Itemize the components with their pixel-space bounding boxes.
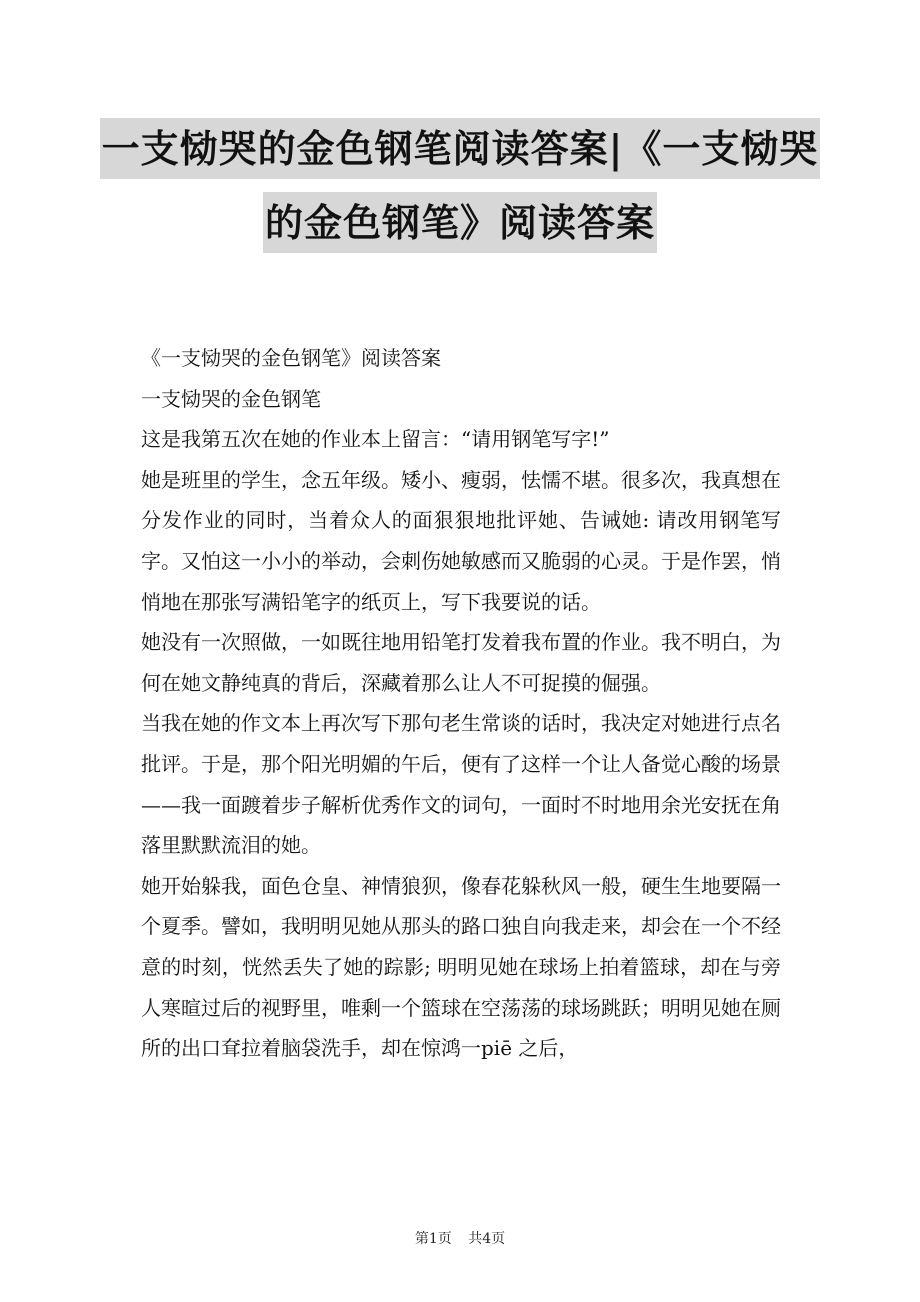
paragraph: 她是班里的学生，念五年级。矮小、瘦弱，怯懦不堪。很多次，我真想在分发作业的同时，当着众人的面狠狠地批评她、告诫她: 请改用钢笔写字。又怕这一小小的举动，会刺伤她敏感而又脆弱的心灵。于是作罢，悄悄地在那张写满铅笔字的纸页上，写下我要说的话。 — [141, 467, 781, 614]
title-text-2: 的金色钢笔》阅读答案 — [263, 192, 657, 253]
page-footer — [0, 1228, 920, 1248]
page-total: 共4页 — [468, 1231, 506, 1247]
paragraph: 她开始躲我，面色仓皇、神情狼狈，像春花躲秋风一般，硬生生地要隔一个夏季。譬如，我明明见她从那头的路口独自向我走来，却会在一个不经意的时刻，恍然丢失了她的踪影; 明明见她在球场上拍着篮球，却在与旁人寒暄过后的视野里，唯剩一个篮球在空荡荡的球场跳跃；明明见她在厕所的出口耷拉着脑袋洗手，却在惊鸿一piē 之后， — [141, 873, 781, 1061]
document-body — [141, 338, 781, 1069]
title-text-1: 一支恸哭的金色钢笔阅读答案|《一支恸哭 — [100, 118, 821, 179]
paragraph: 她没有一次照做，一如既往地用铅笔打发着我布置的作业。我不明白，为何在她文静纯真的背后，深藏着那么让人不可捉摸的倔强。 — [141, 630, 781, 695]
paragraph-subtitle: 《一支恸哭的金色钢笔》阅读答案 — [141, 346, 441, 370]
title-line-1 — [0, 126, 920, 171]
page-number: 第1页 — [414, 1231, 452, 1247]
title-line-2 — [0, 200, 920, 245]
paragraph-heading: 一支恸哭的金色钢笔 — [141, 386, 321, 411]
paragraph: 当我在她的作文本上再次写下那句老生常谈的话时，我决定对她进行点名批评。于是，那个阳光明媚的午后，便有了这样一个让人备觉心酸的场景——我一面踱着步子解析优秀作文的词句，一面时不时地用余光安抚在角落里默默流泪的她。 — [141, 711, 781, 858]
paragraph: 这是我第五次在她的作业本上留言：“请用钢笔写字!” — [141, 427, 610, 452]
